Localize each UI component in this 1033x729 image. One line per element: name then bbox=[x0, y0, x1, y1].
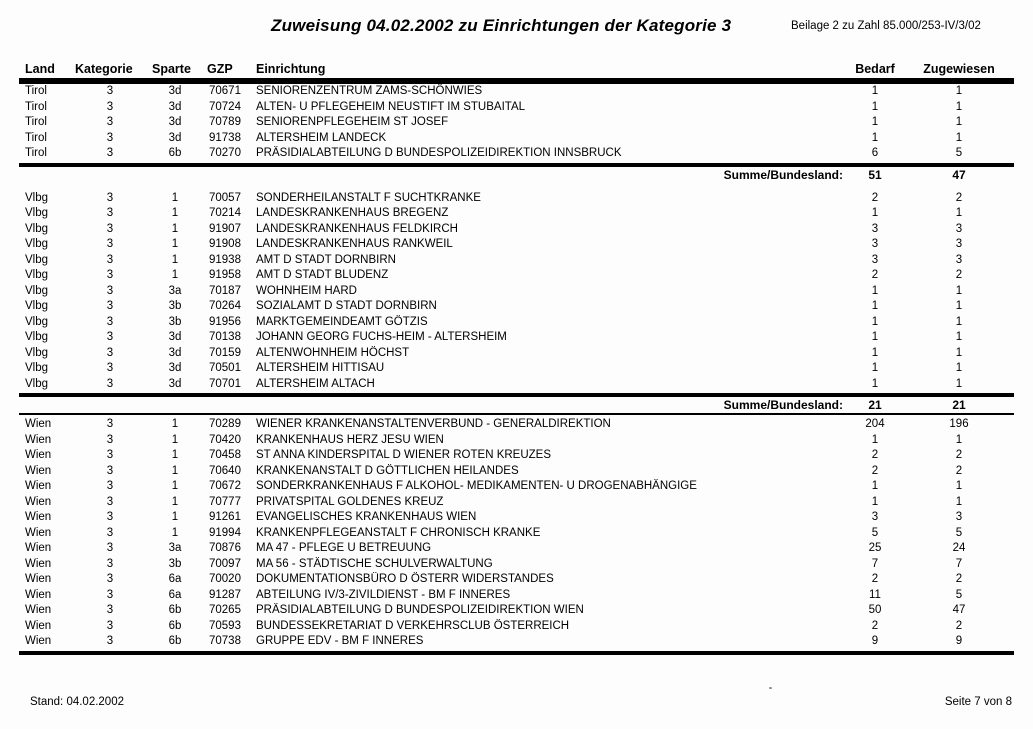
land-cell: Tirol bbox=[25, 100, 47, 113]
land-cell: Vlbg bbox=[25, 269, 49, 281]
einrichtung-cell: ALTEN- U PFLEGEHEIM NEUSTIFT IM STUBAITAL bbox=[256, 100, 526, 113]
land-cell: Vlbg bbox=[19, 377, 71, 396]
kategorie-cell: 3 bbox=[106, 269, 114, 281]
kategorie-cell: 3 bbox=[106, 300, 114, 312]
sparte-cell: 1 bbox=[171, 526, 179, 539]
sparte-cell: 6b bbox=[149, 634, 201, 653]
land-cell: Vlbg bbox=[25, 315, 49, 328]
gzp-cell: 70640 bbox=[209, 464, 241, 477]
zugewiesen-cell: 1 bbox=[955, 300, 963, 312]
land-cell: Wien bbox=[25, 480, 52, 492]
gzp-cell: 70672 bbox=[209, 480, 241, 492]
table-row bbox=[19, 572, 1014, 588]
kategorie-cell: 3 bbox=[106, 315, 114, 328]
bedarf-cell: 2 bbox=[871, 573, 879, 585]
einrichtung-cell: ALTERSHEIM ALTACH bbox=[253, 377, 846, 396]
zugewiesen-cell: 24 bbox=[952, 542, 966, 554]
gzp-cell: 91994 bbox=[209, 526, 241, 539]
einrichtung-cell: LANDESKRANKENHAUS FELDKIRCH bbox=[256, 222, 458, 235]
einrichtung-cell: SENIORENPFLEGEHEIM ST JOSEF bbox=[256, 116, 449, 128]
bedarf-cell: 1 bbox=[846, 377, 904, 396]
einrichtung-cell: WIENER KRANKENANSTALTENVERBUND - GENERALDIREKTION bbox=[256, 418, 611, 430]
footer-page-number: Seite 7 von 8 bbox=[944, 696, 1012, 708]
gzp-cell: 91287 bbox=[209, 588, 241, 601]
sparte-cell: 6b bbox=[149, 146, 201, 165]
einrichtung-cell: SENIORENZENTRUM ZAMS-SCHÖNWIES bbox=[256, 85, 483, 97]
einrichtung-cell: SONDERHEILANSTALT F SUCHTKRANKE bbox=[256, 191, 481, 204]
zugewiesen-cell: 1 bbox=[955, 315, 963, 328]
einrichtung-cell: LANDESKRANKENHAUS RANKWEIL bbox=[256, 238, 453, 250]
einrichtung-cell: WOHNHEIM HARD bbox=[256, 284, 357, 297]
kategorie-cell: 3 bbox=[106, 222, 114, 235]
zugewiesen-cell: 3 bbox=[955, 222, 963, 235]
gzp-cell: 70876 bbox=[209, 542, 241, 554]
kategorie-cell: 3 bbox=[106, 542, 114, 554]
sparte-cell: 6b bbox=[168, 604, 182, 616]
table-row bbox=[19, 557, 1014, 573]
land-cell: Vlbg bbox=[25, 331, 49, 343]
sparte-cell: 1 bbox=[171, 222, 179, 235]
sparte-cell: 1 bbox=[171, 253, 179, 266]
einrichtung-cell: ALTERSHEIM LANDECK bbox=[256, 131, 387, 144]
gzp-cell: 70270 bbox=[201, 146, 253, 165]
kategorie-cell: 3 bbox=[106, 511, 114, 523]
bedarf-cell: 1 bbox=[871, 85, 879, 97]
land-cell: Vlbg bbox=[25, 284, 49, 297]
summary-row bbox=[19, 165, 1014, 183]
land-cell: Wien bbox=[25, 418, 52, 430]
gzp-cell: 70593 bbox=[209, 619, 241, 632]
land-cell: Vlbg bbox=[25, 300, 49, 312]
column-header-bedarf: Bedarf bbox=[846, 60, 904, 79]
land-cell: Tirol bbox=[19, 146, 71, 165]
kategorie-cell: 3 bbox=[106, 464, 114, 477]
zugewiesen-cell: 2 bbox=[955, 464, 963, 477]
bedarf-cell: 1 bbox=[871, 207, 879, 219]
bedarf-cell: 3 bbox=[871, 511, 879, 523]
kategorie-cell: 3 bbox=[106, 619, 114, 632]
kategorie-cell: 3 bbox=[106, 100, 114, 113]
kategorie-cell: 3 bbox=[71, 146, 149, 165]
land-cell: Wien bbox=[25, 619, 52, 632]
zugewiesen-cell: 2 bbox=[955, 573, 963, 585]
gzp-cell: 91956 bbox=[209, 315, 241, 328]
gzp-cell: 91938 bbox=[209, 253, 241, 266]
zugewiesen-cell: 5 bbox=[955, 526, 963, 539]
einrichtung-cell: MARKTGEMEINDEAMT GÖTZIS bbox=[256, 315, 428, 328]
sparte-cell: 1 bbox=[171, 238, 179, 250]
kategorie-cell: 3 bbox=[106, 253, 114, 266]
land-cell: Wien bbox=[25, 495, 52, 508]
zugewiesen-cell: 3 bbox=[955, 238, 963, 250]
sparte-cell: 1 bbox=[171, 191, 179, 204]
land-cell: Vlbg bbox=[25, 362, 49, 374]
table-row bbox=[19, 417, 1014, 433]
land-cell: Vlbg bbox=[25, 238, 49, 250]
gzp-cell: 70214 bbox=[209, 207, 241, 219]
sparte-cell: 3d bbox=[149, 377, 201, 396]
land-cell: Wien bbox=[25, 526, 52, 539]
land-cell: Tirol bbox=[25, 85, 47, 97]
table-row bbox=[19, 315, 1014, 331]
table-row bbox=[19, 526, 1014, 542]
zugewiesen-cell: 2 bbox=[955, 269, 963, 281]
kategorie-cell: 3 bbox=[71, 377, 149, 396]
land-cell: Wien bbox=[25, 604, 52, 616]
zugewiesen-cell: 1 bbox=[955, 85, 963, 97]
zugewiesen-cell: 1 bbox=[955, 116, 963, 128]
kategorie-cell: 3 bbox=[106, 433, 114, 446]
table-row bbox=[19, 448, 1014, 464]
table-row bbox=[19, 222, 1014, 238]
bedarf-cell: 2 bbox=[871, 619, 879, 632]
kategorie-cell: 3 bbox=[106, 116, 114, 128]
sparte-cell: 1 bbox=[171, 511, 179, 523]
einrichtung-cell: ST ANNA KINDERSPITAL D WIENER ROTEN KREUZES bbox=[256, 449, 552, 461]
einrichtung-cell: JOHANN GEORG FUCHS-HEIM - ALTERSHEIM bbox=[256, 331, 507, 343]
allocation-table bbox=[19, 60, 1014, 655]
einrichtung-cell: GRUPPE EDV - BM F INNERES bbox=[253, 634, 846, 653]
reference-number: Beilage 2 zu Zahl 85.000/253-IV/3/02 bbox=[791, 20, 981, 32]
kategorie-cell: 3 bbox=[106, 331, 114, 343]
gzp-cell: 70138 bbox=[209, 331, 241, 343]
gzp-cell: 70458 bbox=[209, 449, 241, 461]
zugewiesen-cell: 3 bbox=[955, 253, 963, 266]
table-row bbox=[19, 588, 1014, 604]
zugewiesen-cell: 1 bbox=[955, 433, 963, 446]
column-header-zugewiesen: Zugewiesen bbox=[904, 60, 1014, 79]
sparte-cell: 3d bbox=[168, 116, 182, 128]
table-row bbox=[19, 603, 1014, 619]
sparte-cell: 3d bbox=[168, 346, 182, 359]
einrichtung-cell: AMT D STADT BLUDENZ bbox=[256, 269, 389, 281]
land-cell: Wien bbox=[25, 588, 52, 601]
kategorie-cell: 3 bbox=[106, 526, 114, 539]
zugewiesen-cell: 2 bbox=[955, 619, 963, 632]
sparte-cell: 3d bbox=[168, 85, 182, 97]
kategorie-cell: 3 bbox=[106, 131, 114, 144]
bedarf-cell: 2 bbox=[871, 464, 879, 477]
land-cell: Wien bbox=[25, 542, 52, 554]
gzp-cell: 70671 bbox=[209, 85, 241, 97]
gzp-cell: 70724 bbox=[209, 100, 241, 113]
kategorie-cell: 3 bbox=[106, 362, 114, 374]
zugewiesen-cell: 1 bbox=[955, 346, 963, 359]
table-row bbox=[19, 541, 1014, 557]
table-row bbox=[19, 253, 1014, 269]
bedarf-cell: 1 bbox=[871, 433, 879, 446]
einrichtung-cell: ABTEILUNG IV/3-ZIVILDIENST - BM F INNERES bbox=[256, 588, 511, 601]
land-cell: Wien bbox=[25, 449, 52, 461]
land-cell: Wien bbox=[25, 511, 52, 523]
land-cell: Wien bbox=[25, 464, 52, 477]
bedarf-cell: 1 bbox=[871, 116, 879, 128]
gzp-cell: 70289 bbox=[209, 418, 241, 430]
gzp-cell: 70097 bbox=[209, 557, 241, 570]
zugewiesen-cell: 2 bbox=[955, 191, 963, 204]
zugewiesen-cell: 5 bbox=[904, 146, 1014, 165]
kategorie-cell: 3 bbox=[106, 238, 114, 250]
kategorie-cell: 3 bbox=[106, 557, 114, 570]
einrichtung-cell: KRANKENHAUS HERZ JESU WIEN bbox=[256, 433, 444, 446]
bedarf-cell: 7 bbox=[871, 557, 879, 570]
einrichtung-cell: DOKUMENTATIONSBÜRO D ÖSTERR WIDERSTANDES bbox=[256, 573, 554, 585]
bedarf-cell: 1 bbox=[871, 480, 879, 492]
einrichtung-cell: SONDERKRANKENHAUS F ALKOHOL- MEDIKAMENTEN- U DROGENABHÄNGIGE bbox=[256, 480, 697, 492]
sparte-cell: 1 bbox=[171, 495, 179, 508]
bedarf-cell: 1 bbox=[871, 131, 879, 144]
land-cell: Vlbg bbox=[25, 346, 49, 359]
land-cell: Wien bbox=[25, 433, 52, 446]
einrichtung-cell: PRÄSIDIALABTEILUNG D BUNDESPOLIZEIDIREKTION WIEN bbox=[256, 604, 584, 616]
table-row bbox=[19, 131, 1014, 147]
sparte-cell: 6b bbox=[168, 619, 182, 632]
sparte-cell: 3b bbox=[168, 315, 182, 328]
sparte-cell: 1 bbox=[171, 207, 179, 219]
einrichtung-cell: ALTERSHEIM HITTISAU bbox=[256, 362, 385, 374]
gzp-cell: 70159 bbox=[209, 346, 241, 359]
table-row bbox=[19, 82, 1014, 100]
table-row bbox=[19, 377, 1014, 396]
table-row bbox=[19, 206, 1014, 222]
land-cell: Wien bbox=[19, 634, 71, 653]
kategorie-cell: 3 bbox=[106, 346, 114, 359]
gzp-cell: 91738 bbox=[209, 131, 241, 144]
kategorie-cell: 3 bbox=[106, 480, 114, 492]
land-cell: Vlbg bbox=[25, 222, 49, 235]
kategorie-cell: 3 bbox=[106, 418, 114, 430]
gzp-cell: 70420 bbox=[209, 433, 241, 446]
sparte-cell: 3a bbox=[168, 542, 182, 554]
gzp-cell: 91958 bbox=[209, 269, 241, 281]
bedarf-cell: 1 bbox=[871, 300, 879, 312]
zugewiesen-cell: 1 bbox=[955, 284, 963, 297]
sparte-cell: 3b bbox=[168, 300, 182, 312]
sparte-cell: 1 bbox=[171, 433, 179, 446]
bedarf-cell: 1 bbox=[871, 495, 879, 508]
table-row bbox=[19, 495, 1014, 511]
sparte-cell: 1 bbox=[171, 449, 179, 461]
column-header-kategorie: Kategorie bbox=[71, 60, 149, 79]
zugewiesen-cell: 1 bbox=[955, 480, 963, 492]
bedarf-cell: 2 bbox=[871, 449, 879, 461]
table-row bbox=[19, 433, 1014, 449]
bedarf-cell: 1 bbox=[871, 284, 879, 297]
sparte-cell: 1 bbox=[171, 464, 179, 477]
zugewiesen-cell: 2 bbox=[955, 449, 963, 461]
sparte-cell: 3d bbox=[168, 100, 182, 113]
kategorie-cell: 3 bbox=[106, 495, 114, 508]
zugewiesen-cell: 1 bbox=[904, 377, 1014, 396]
summary-bedarf: 21 bbox=[846, 395, 904, 414]
zugewiesen-cell: 7 bbox=[955, 557, 963, 570]
summary-row bbox=[19, 395, 1014, 414]
table-row bbox=[19, 299, 1014, 315]
table-row bbox=[19, 619, 1014, 635]
sparte-cell: 6a bbox=[168, 573, 182, 585]
table-row bbox=[19, 115, 1014, 131]
sparte-cell: 6a bbox=[168, 588, 182, 601]
table-row bbox=[19, 510, 1014, 526]
einrichtung-cell: SOZIALAMT D STADT DORNBIRN bbox=[256, 300, 437, 312]
scan-artifact-dot bbox=[769, 687, 772, 689]
table-header-row bbox=[19, 60, 1014, 79]
bedarf-cell: 3 bbox=[871, 222, 879, 235]
bedarf-cell: 1 bbox=[871, 100, 879, 113]
table-row bbox=[19, 464, 1014, 480]
gzp-cell: 91908 bbox=[209, 238, 241, 250]
sparte-cell: 3d bbox=[168, 131, 182, 144]
zugewiesen-cell: 1 bbox=[955, 362, 963, 374]
bedarf-cell: 1 bbox=[871, 362, 879, 374]
gzp-cell: 70265 bbox=[209, 604, 241, 616]
column-header-einrichtung: Einrichtung bbox=[253, 60, 846, 79]
einrichtung-cell: EVANGELISCHES KRANKENHAUS WIEN bbox=[256, 511, 477, 523]
land-cell: Vlbg bbox=[25, 253, 49, 266]
zugewiesen-cell: 196 bbox=[949, 418, 969, 430]
gzp-cell: 70187 bbox=[209, 284, 241, 297]
table-row bbox=[19, 191, 1014, 207]
summary-label: Summe/Bundesland: bbox=[19, 395, 846, 414]
table-row bbox=[19, 330, 1014, 346]
table-row bbox=[19, 146, 1014, 165]
gzp-cell: 70738 bbox=[201, 634, 253, 653]
bedarf-cell: 2 bbox=[871, 269, 879, 281]
gzp-cell: 91907 bbox=[209, 222, 241, 235]
summary-zugewiesen: 21 bbox=[904, 395, 1014, 414]
bedarf-cell: 1 bbox=[871, 331, 879, 343]
bedarf-cell: 25 bbox=[868, 542, 882, 554]
land-cell: Vlbg bbox=[25, 191, 49, 204]
table-row bbox=[19, 479, 1014, 495]
table-body bbox=[19, 82, 1014, 653]
bedarf-cell: 204 bbox=[865, 418, 885, 430]
zugewiesen-cell: 47 bbox=[952, 604, 966, 616]
bedarf-cell: 11 bbox=[869, 588, 881, 601]
einrichtung-cell: LANDESKRANKENHAUS BREGENZ bbox=[256, 207, 449, 219]
kategorie-cell: 3 bbox=[106, 207, 114, 219]
einrichtung-cell: AMT D STADT DORNBIRN bbox=[256, 253, 396, 266]
zugewiesen-cell: 9 bbox=[904, 634, 1014, 653]
page-title: Zuweisung 04.02.2002 zu Einrichtungen der Kategorie 3 bbox=[271, 16, 732, 35]
zugewiesen-cell: 1 bbox=[955, 100, 963, 113]
sparte-cell: 1 bbox=[171, 269, 179, 281]
gzp-cell: 70777 bbox=[209, 495, 241, 508]
kategorie-cell: 3 bbox=[106, 573, 114, 585]
kategorie-cell: 3 bbox=[106, 191, 114, 204]
gzp-cell: 70020 bbox=[209, 573, 241, 585]
zugewiesen-cell: 1 bbox=[955, 131, 963, 144]
summary-zugewiesen: 47 bbox=[952, 167, 966, 182]
kategorie-cell: 3 bbox=[106, 588, 114, 601]
einrichtung-cell: KRANKENPFLEGEANSTALT F CHRONISCH KRANKE bbox=[256, 526, 541, 539]
einrichtung-cell: MA 56 - STÄDTISCHE SCHULVERWALTUNG bbox=[256, 557, 493, 570]
bedarf-cell: 50 bbox=[868, 604, 882, 616]
summary-bedarf: 51 bbox=[868, 167, 882, 182]
einrichtung-cell: KRANKENANSTALT D GÖTTLICHEN HEILANDES bbox=[256, 464, 519, 477]
land-cell: Tirol bbox=[25, 131, 47, 144]
sparte-cell: 3d bbox=[168, 362, 182, 374]
kategorie-cell: 3 bbox=[106, 85, 114, 97]
land-cell: Vlbg bbox=[25, 207, 49, 219]
kategorie-cell: 3 bbox=[71, 634, 149, 653]
zugewiesen-cell: 3 bbox=[955, 511, 963, 523]
bedarf-cell: 2 bbox=[871, 191, 879, 204]
bedarf-cell: 9 bbox=[846, 634, 904, 653]
gzp-cell: 70264 bbox=[209, 300, 241, 312]
column-header-gzp: GZP bbox=[201, 60, 253, 79]
bedarf-cell: 3 bbox=[871, 238, 879, 250]
einrichtung-cell: PRÄSIDIALABTEILUNG D BUNDESPOLIZEIDIREKTION INNSBRUCK bbox=[253, 146, 846, 165]
table-row bbox=[19, 100, 1014, 116]
gzp-cell: 70501 bbox=[209, 362, 241, 374]
column-header-sparte: Sparte bbox=[149, 60, 201, 79]
sparte-cell: 3d bbox=[168, 331, 182, 343]
sparte-cell: 3b bbox=[168, 557, 182, 570]
column-header-land: Land bbox=[19, 60, 71, 79]
table-row bbox=[19, 346, 1014, 362]
gzp-cell: 70057 bbox=[209, 191, 241, 204]
bedarf-cell: 1 bbox=[871, 315, 879, 328]
gzp-cell: 70701 bbox=[201, 377, 253, 396]
bedarf-cell: 6 bbox=[846, 146, 904, 165]
bedarf-cell: 1 bbox=[871, 346, 879, 359]
land-cell: Tirol bbox=[25, 116, 47, 128]
einrichtung-cell: ALTENWOHNHEIM HÖCHST bbox=[256, 346, 410, 359]
sparte-cell: 1 bbox=[171, 480, 179, 492]
gzp-cell: 70789 bbox=[209, 116, 241, 128]
group-spacer bbox=[19, 183, 1014, 191]
einrichtung-cell: MA 47 - PFLEGE U BETREUUNG bbox=[256, 542, 432, 554]
land-cell: Wien bbox=[25, 573, 52, 585]
einrichtung-cell: PRIVATSPITAL GOLDENES KREUZ bbox=[256, 495, 444, 508]
kategorie-cell: 3 bbox=[106, 284, 114, 297]
zugewiesen-cell: 1 bbox=[955, 207, 963, 219]
sparte-cell: 3a bbox=[168, 284, 182, 297]
table-row bbox=[19, 268, 1014, 284]
kategorie-cell: 3 bbox=[106, 449, 114, 461]
zugewiesen-cell: 5 bbox=[955, 588, 963, 601]
zugewiesen-cell: 1 bbox=[955, 495, 963, 508]
land-cell: Wien bbox=[25, 557, 52, 570]
table-row bbox=[19, 361, 1014, 377]
table-row bbox=[19, 237, 1014, 253]
gzp-cell: 91261 bbox=[209, 511, 241, 523]
table-row bbox=[19, 284, 1014, 300]
footer-date: Stand: 04.02.2002 bbox=[30, 696, 124, 708]
bedarf-cell: 5 bbox=[871, 526, 879, 539]
table-row bbox=[19, 634, 1014, 653]
zugewiesen-cell: 1 bbox=[955, 331, 963, 343]
kategorie-cell: 3 bbox=[106, 604, 114, 616]
bedarf-cell: 3 bbox=[871, 253, 879, 266]
summary-label: Summe/Bundesland: bbox=[723, 167, 843, 182]
einrichtung-cell: BUNDESSEKRETARIAT D VERKEHRSCLUB ÖSTERREICH bbox=[256, 619, 570, 632]
sparte-cell: 1 bbox=[171, 418, 179, 430]
